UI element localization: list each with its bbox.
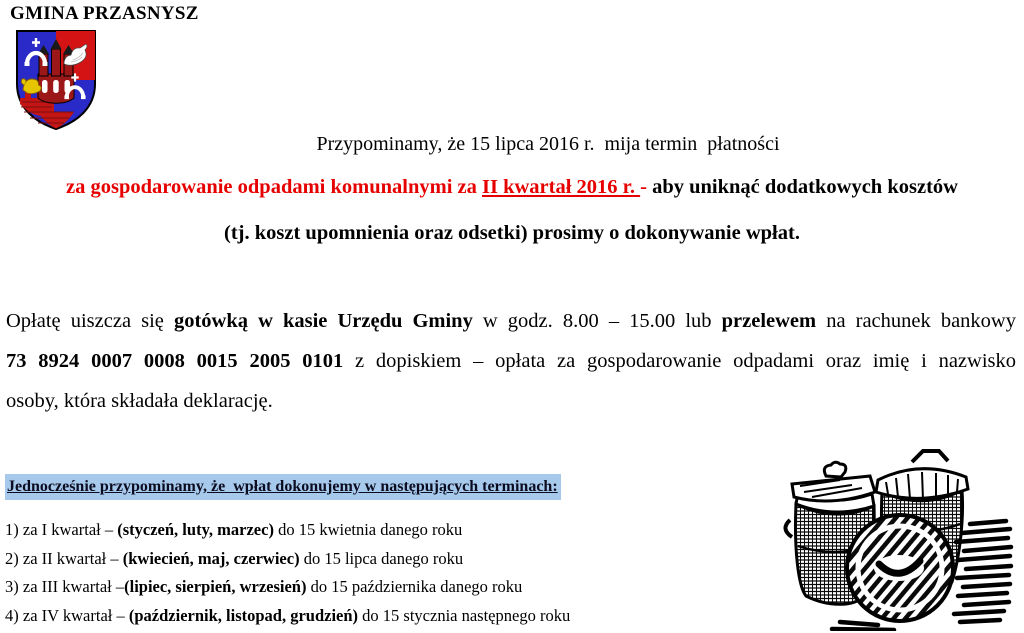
- deadline-list: [5, 516, 570, 630]
- deadline-item-q1: [5, 516, 570, 545]
- fee-line-black-part: aby uniknąć dodatkowych kosztów: [652, 176, 958, 198]
- payment-paragraph: [6, 301, 1016, 421]
- coat-of-arms-image: [12, 27, 100, 133]
- payment-line-2: [6, 341, 1016, 381]
- deadline-item-q2: [5, 545, 570, 574]
- fee-line-dash: -: [640, 176, 653, 198]
- deadline-months: (styczeń, luty, marzec): [117, 520, 274, 539]
- org-name: GMINA PRZASNYSZ: [10, 3, 199, 24]
- fee-line: [0, 176, 1024, 199]
- costs-line: (tj. koszt upomnienia oraz odsetki) prosimy o dokonywanie wpłat.: [224, 222, 800, 244]
- deadline-item-q3: [5, 573, 570, 602]
- reminder-line: Przypominamy, że 15 lipca 2016 r. mija termin płatności: [316, 133, 780, 155]
- deadline-prefix: 2) za II kwartał –: [5, 548, 123, 568]
- deadline-suffix: do 15 lipca danego roku: [299, 548, 464, 568]
- fee-line-red-part: za gospodarowanie odpadami komunalnymi za: [66, 176, 482, 198]
- transfer-bold: przelewem: [721, 310, 817, 332]
- deadline-months: (lipiec, sierpień, wrzesień): [124, 577, 307, 597]
- payment-text: z dopiskiem – opłata za gospodarowanie odpadami oraz imię i nazwisko: [343, 350, 1017, 372]
- payment-text: osoby, która składała deklarację.: [6, 390, 273, 412]
- deadlines-heading-wrap: [5, 478, 561, 496]
- deadline-suffix: do 15 kwietnia danego roku: [273, 520, 463, 539]
- deadline-suffix: do 15 października danego roku: [306, 577, 523, 597]
- deadline-prefix: 1) za I kwartał –: [5, 520, 118, 539]
- payment-line-3: [6, 381, 1016, 421]
- fee-line-underlined-part: II kwartał 2016 r.: [482, 176, 641, 198]
- payment-line-1: [6, 301, 1016, 341]
- deadline-months: (kwiecień, maj, czerwiec): [122, 548, 300, 568]
- account-number: 73 8924 0007 0008 0015 2005 0101: [6, 350, 344, 372]
- deadline-prefix: 4) za IV kwartał –: [5, 605, 129, 625]
- trash-cans-illustration: [782, 426, 1014, 631]
- deadline-item-q4: [5, 602, 570, 631]
- deadlines-heading: Jednocześnie przypominamy, że wpłat dokonujemy w następujących terminach:: [5, 474, 561, 500]
- deadline-prefix: 3) za III kwartał –: [5, 577, 125, 597]
- deadline-months: (październik, listopad, grudzień): [128, 605, 359, 625]
- cash-office-bold: gotówką w kasie Urzędu Gminy: [173, 310, 473, 332]
- payment-text: w godz. 8.00 – 15.00 lub: [472, 310, 722, 332]
- deadline-suffix: do 15 stycznia następnego roku: [358, 605, 571, 625]
- payment-text: na rachunek bankowy: [816, 310, 1016, 332]
- payment-text: Opłatę uiszcza się: [6, 310, 174, 332]
